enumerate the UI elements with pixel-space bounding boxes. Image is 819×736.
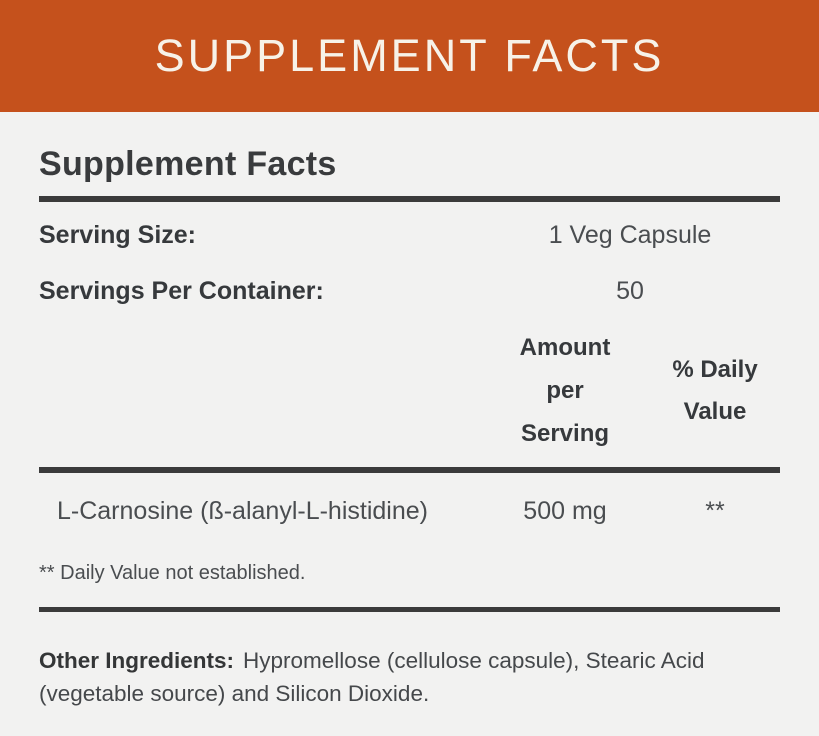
serving-size-value: 1 Veg Capsule: [548, 221, 712, 249]
ingredient-name: L-Carnosine (ß-alanyl-L-histidine): [57, 497, 428, 525]
table-header-row: [39, 326, 780, 455]
other-ingredients-text: Hypromellose (cellulose capsule), Stearic Acid (vegetable source) and Silicon Dioxide.: [39, 648, 705, 706]
ingredient-amount: 500 mg: [523, 497, 607, 525]
column-header-amount-label: Amount per Serving: [519, 334, 611, 447]
column-header-daily-value: [650, 349, 780, 433]
servings-per-container-row: [39, 277, 780, 306]
banner-title: SUPPLEMENT FACTS: [154, 30, 665, 81]
divider-top: [39, 196, 780, 202]
banner: [0, 0, 819, 112]
table-row: [39, 485, 780, 538]
serving-size-label: Serving Size:: [39, 221, 196, 249]
column-header-daily-value-label: % Daily Value: [672, 355, 758, 425]
column-header-amount: [480, 326, 650, 455]
panel-title: Supplement Facts: [39, 145, 337, 183]
daily-value-footnote: ** Daily Value not established.: [39, 562, 306, 584]
supplement-facts-panel: [0, 145, 819, 710]
servings-per-container-label: Servings Per Container:: [39, 277, 324, 305]
other-ingredients-label: Other Ingredients:: [39, 648, 235, 673]
serving-size-row: [39, 221, 780, 250]
ingredient-daily-value: **: [705, 497, 725, 525]
divider-header: [39, 467, 780, 473]
divider-bottom: [39, 607, 780, 612]
servings-per-container-value: 50: [616, 277, 644, 305]
other-ingredients: [39, 644, 745, 710]
